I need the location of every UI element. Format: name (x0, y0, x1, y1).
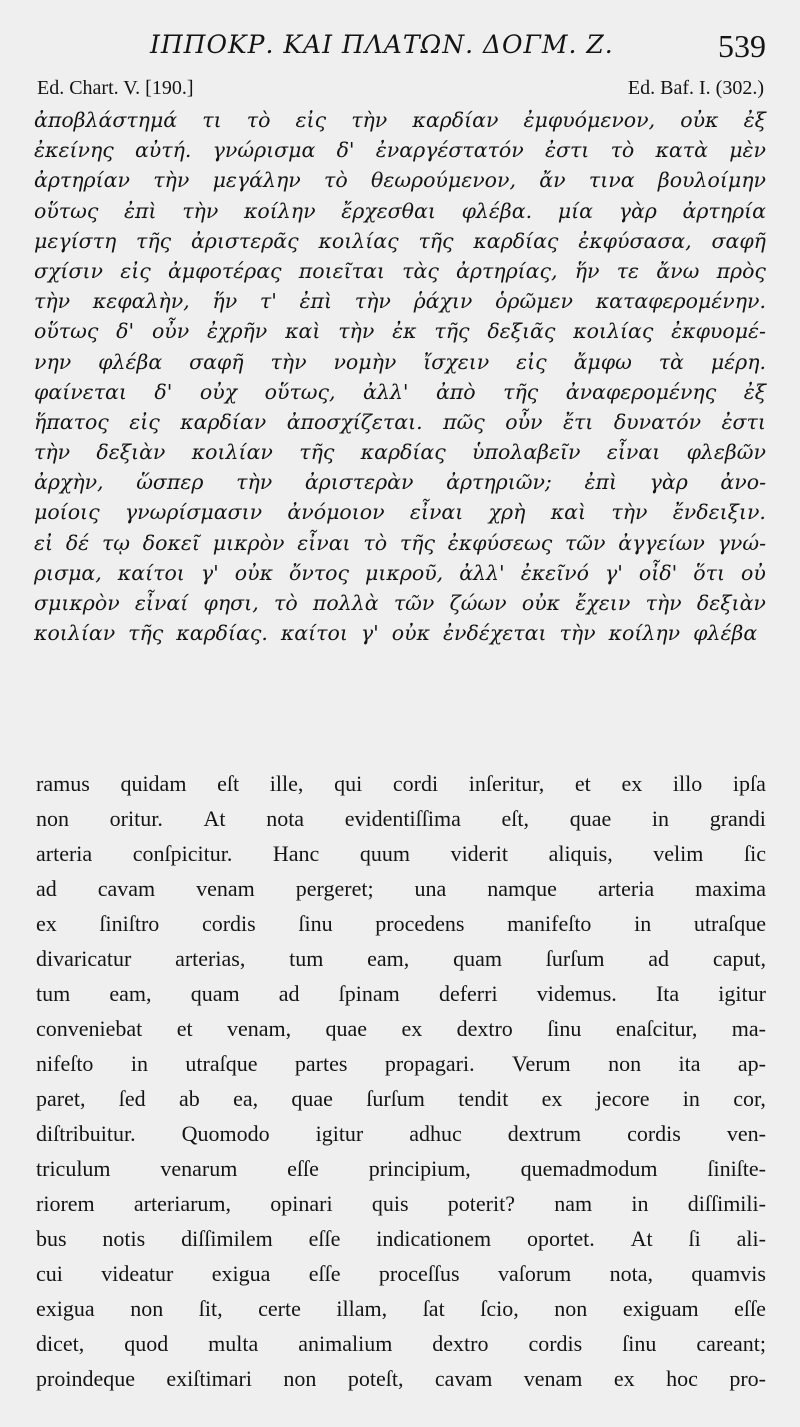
greek-text-line: ἀρτηρίαν τὴν μεγάλην τὸ θεωρούμενον, ἄν τινα βουλοίμην (34, 168, 766, 193)
latin-text-line: bus notis diſſimilem eſſe indicationem oportet. At ſi ali- (36, 1226, 766, 1251)
greek-text-line: σχίσιν εἰς ἀμφοτέρας ποιεῖται τὰς ἀρτηρίας, ἥν τε ἄνω πρὸς (34, 258, 766, 283)
page-number: 539 (718, 28, 766, 64)
running-head: ΙΠΠΟΚΡ. ΚΑΙ ΠΛΑΤΩΝ. ΔΟΓΜ. Ζ. (150, 30, 614, 59)
latin-text-line: non oritur. At nota evidentiſſima eſt, quae in grandi (36, 806, 766, 831)
latin-text-line: diſtribuitur. Quomodo igitur adhuc dextrum cordis ven- (36, 1121, 766, 1146)
greek-text-line: ἀρχὴν, ὥσπερ τὴν ἀριστερὰν ἀρτηριῶν; ἐπὶ γὰρ ἀνο- (34, 470, 766, 495)
latin-text-line: arteria conſpicitur. Hanc quum viderit aliquis, velim ſic (36, 841, 766, 866)
latin-text-line: riorem arteriarum, opinari quis poterit? nam in diſſimili- (36, 1191, 766, 1216)
greek-text-line: μεγίστη τῆς ἀριστερᾶς κοιλίας τῆς καρδίας ἐκφύσασα, σαφῆ (34, 228, 766, 253)
greek-text-line: ἥπατος εἰς καρδίαν ἀποσχίζεται. πῶς οὖν ἔτι δυνατόν ἐστι (34, 409, 766, 434)
greek-text-block (34, 105, 766, 648)
greek-text-line: κοιλίαν τῆς καρδίας. καίτοι γ' οὐκ ἐνδέχεται τὴν κοίλην φλέβα (34, 621, 758, 646)
latin-text-line: ramus quidam eſt ille, qui cordi inſeritur, et ex illo ipſa (36, 771, 766, 796)
greek-text-line: νην φλέβα σαφῆ τὴν νομὴν ἴσχειν εἰς ἄμφω τὰ μέρη. (34, 349, 766, 374)
greek-text-line: ρισμα, καίτοι γ' οὐκ ὄντος μικροῦ, ἀλλ' ἐκεῖνό γ' οἶδ' ὅτι οὐ (34, 560, 766, 585)
latin-text-line: cui videatur exigua eſſe proceſſus vaſorum nota, quamvis (36, 1261, 766, 1286)
latin-text-line: paret, ſed ab ea, quae ſurſum tendit ex jecore in cor, (36, 1086, 766, 1111)
edition-basel: Ed. Baf. I. (302.) (627, 77, 764, 99)
latin-text-line: exigua non ſit, certe illam, ſat ſcio, non exiguam eſſe (36, 1296, 766, 1321)
greek-text-line: οὕτως ἐπὶ τὴν κοίλην ἔρχεσθαι φλέβα. μία γὰρ ἀρτηρία (34, 198, 766, 223)
latin-text-line: triculum venarum eſſe principium, quemadmodum ſiniſte- (36, 1156, 766, 1181)
greek-text-line: τὴν κεφαλὴν, ἥν τ' ἐπὶ τὴν ῥάχιν ὁρῶμεν καταφερομένην. (34, 289, 766, 314)
greek-text-line: εἰ δέ τῳ δοκεῖ μικρὸν εἶναι τὸ τῆς ἐκφύσεως τῶν ἀγγείων γνώ- (34, 530, 766, 555)
greek-text-line: οὕτως δ' οὖν ἐχρῆν καὶ τὴν ἐκ τῆς δεξιᾶς κοιλίας ἐκφυομέ- (34, 319, 766, 344)
latin-text-line: conveniebat et venam, quae ex dextro ſinu enaſcitur, ma- (36, 1016, 766, 1041)
latin-text-line: divaricatur arterias, tum eam, quam ſurſum ad caput, (36, 946, 766, 971)
latin-text-line: nifeſto in utraſque partes propagari. Verum non ita ap- (36, 1051, 766, 1076)
latin-text-line: proindeque exiſtimari non poteſt, cavam venam ex hoc pro- (36, 1366, 766, 1391)
latin-text-line: tum eam, quam ad ſpinam deferri videmus. Ita igitur (36, 981, 766, 1006)
greek-text-line: μοίοις γνωρίσμασιν ἀνόμοιον εἶναι χρὴ καὶ τὴν ἔνδειξιν. (34, 500, 766, 525)
greek-text-line: ἐκείνης αὐτή. γνώρισμα δ' ἐναργέστατόν ἐστι τὸ κατὰ μὲν (34, 138, 766, 163)
latin-text-line: ex ſiniſtro cordis ſinu procedens manifeſto in utraſque (36, 911, 766, 936)
latin-text-line: dicet, quod multa animalium dextro cordis ſinu careant; (36, 1331, 766, 1356)
greek-text-line: ἀποβλάστημά τι τὸ εἰς τὴν καρδίαν ἐμφυόμενον, οὐκ ἐξ (34, 108, 766, 132)
greek-text-line: σμικρὸν εἶναί φησι, τὸ πολλὰ τῶν ζώων οὐκ ἔχειν τὴν δεξιὰν (34, 591, 766, 615)
edition-chartier: Ed. Chart. V. [190.] (37, 77, 194, 99)
latin-text-line: ad cavam venam pergeret; una namque arteria maxima (36, 876, 766, 901)
greek-text-line: φαίνεται δ' οὐχ οὕτως, ἀλλ' ἀπὸ τῆς ἀναφερομένης ἐξ (34, 379, 766, 404)
latin-text-block (36, 766, 766, 1396)
greek-text-line: τὴν δεξιὰν κοιλίαν τῆς καρδίας ὑπολαβεῖν εἶναι φλεβῶν (34, 440, 766, 465)
